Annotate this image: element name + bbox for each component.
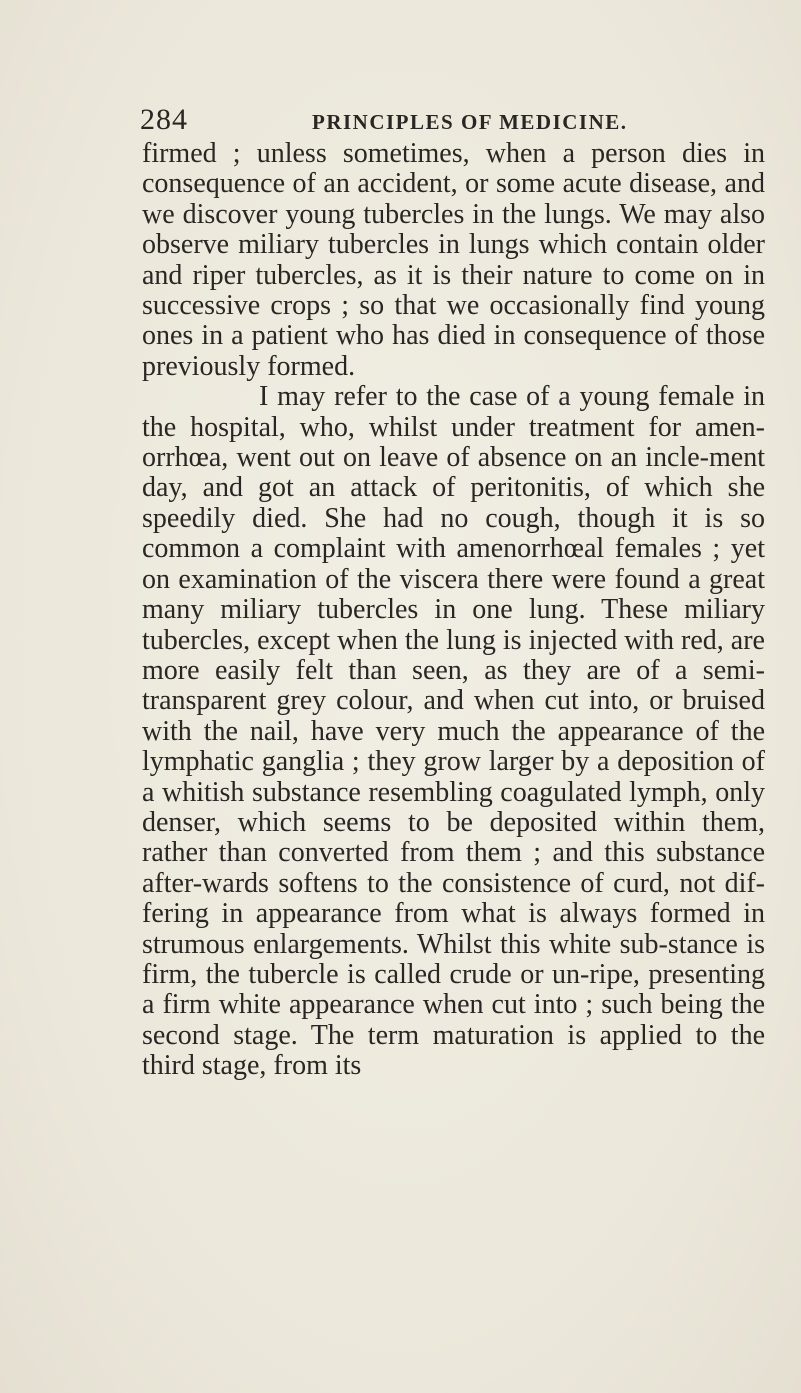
page-header: [140, 100, 771, 140]
page-number: 284: [140, 103, 188, 136]
paragraph: I may refer to the case of a young female in the hospital, who, whilst under treatment for amen-orrhœa, went out on leave of absence on an incle-ment day, and got an attack of peritonitis, of which she speedily died. She had no cough, though it is so common a complaint with amenorrhœal females ; yet on examination of the viscera there were found a great many miliary tubercles in one lung. These miliary tubercles, except when the lung is injected with red, are more easily felt than seen, as they are of a semi-transparent grey colour, and when cut into, or bruised with the nail, have very much the appearance of the lymphatic ganglia ; they grow larger by a deposition of a whitish substance resembling coagulated lymph, only denser, which seems to be deposited within them, rather than converted from them ; and this substance after-wards softens to the consistence of curd, not dif-fering in appearance from what is always formed in strumous enlargements. Whilst this white sub-stance is firm, the tubercle is called crude or un-ripe, presenting a firm white appearance when cut into ; such being the second stage. The term maturation is applied to the third stage, from its: [142, 381, 765, 1082]
body-text: [142, 139, 765, 1082]
paragraph-continued: firmed ; unless sometimes, when a person dies in consequence of an accident, or some acute disease, and we discover young tubercles in the lungs. We may also observe miliary tubercles in lungs which contain older and riper tubercles, as it is their nature to come on in successive crops ; so that we occasionally find young ones in a patient who has died in consequence of those previously formed.: [142, 138, 765, 382]
running-head: PRINCIPLES OF MEDICINE.: [312, 110, 628, 134]
